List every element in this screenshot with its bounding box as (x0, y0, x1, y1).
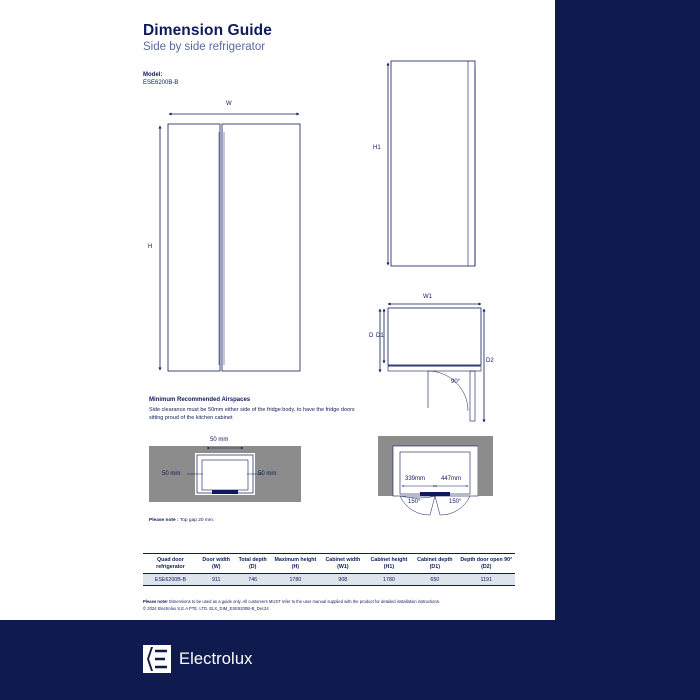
spec-cell-cabinet-height: 1780 (366, 574, 412, 586)
airspace-note (149, 518, 214, 523)
spec-header-cabinet-height: Cabinet height (H1) (366, 554, 412, 574)
spec-cell-total-depth: 746 (235, 574, 271, 586)
footer-note (143, 598, 543, 612)
left-gap-label: 50 mm (162, 471, 181, 477)
top-view-drawing (380, 304, 484, 422)
spec-cell-door-width: 911 (198, 574, 235, 586)
left-width-label: 339mm (405, 476, 426, 482)
page-subtitle: Side by side refrigerator (143, 41, 266, 53)
left-angle-label: 150° (408, 499, 421, 505)
spec-header-door-open-depth: Depth door open 90° (D2) (457, 554, 515, 574)
airspace-title: Minimum Recommended Airspaces (149, 397, 251, 403)
side-view-drawing (388, 61, 475, 266)
left-door (168, 124, 220, 371)
cabinet-width-label: W1 (423, 294, 432, 300)
footer-note-label: Please note! (143, 599, 168, 604)
copyright-text: © 2024 Electrolux S.E.A PTE. LTD. ELX_DIM_ESE6200B-B_Dec24 (143, 606, 269, 611)
brand (143, 645, 252, 673)
spec-cell-max-height: 1780 (271, 574, 320, 586)
door-open-depth-label: D2 (486, 358, 494, 364)
side-height-label: H1 (373, 145, 381, 151)
spec-cell-cabinet-width: 908 (320, 574, 366, 586)
spec-header-product: Quad door refrigerator (143, 554, 198, 574)
brand-name: Electrolux (179, 649, 253, 668)
footer-note-text: Dimensions to be used as a guide only. All customers MUST refer to the user manual supplied with the product for detailed installation instructions. (168, 599, 441, 604)
top-gap-label: 50 mm (210, 437, 229, 443)
model-label: Model: (143, 72, 163, 78)
spec-cell-door-open-depth: 1191 (457, 574, 515, 586)
spec-table-header-row (143, 554, 515, 574)
right-angle-label: 150° (449, 499, 462, 505)
spec-header-max-height: Maximum height (H) (271, 554, 320, 574)
spec-header-cabinet-width: Cabinet width (W1) (320, 554, 366, 574)
depth-label: D (369, 333, 374, 339)
cabinet-depth-label: D1 (376, 333, 384, 339)
airspace-text: Side clearance must be 50mm either side of the fridge body, to have the fridge doors sitting proud of the kitchen cabinet (149, 407, 355, 421)
height-label: H (148, 244, 153, 250)
spec-table (143, 553, 515, 586)
top-body (388, 308, 481, 365)
spec-cell-model: ESE6200B-B (143, 574, 198, 586)
front-view-drawing (160, 114, 300, 371)
door-angle-label: 90° (451, 379, 461, 385)
page-title: Dimension Guide (143, 22, 272, 39)
spec-header-door-width: Door width (W) (198, 554, 235, 574)
spec-cell-cabinet-depth: 650 (412, 574, 457, 586)
table-row (143, 574, 515, 586)
airspace-note-label: Please note : (149, 518, 179, 523)
clearance-drawing (378, 436, 493, 515)
model-value: ESE6200B-B (143, 80, 179, 86)
side-body (391, 61, 475, 266)
width-label: W (226, 101, 232, 107)
right-width-label: 447mm (441, 476, 462, 482)
spec-header-total-depth: Total depth (D) (235, 554, 271, 574)
airspace-note-text: Top gap 20 mm. (179, 518, 215, 523)
spec-header-cabinet-depth: Cabinet depth (D1) (412, 554, 457, 574)
right-door (222, 124, 300, 371)
right-gap-label: 50 mm (258, 471, 277, 477)
